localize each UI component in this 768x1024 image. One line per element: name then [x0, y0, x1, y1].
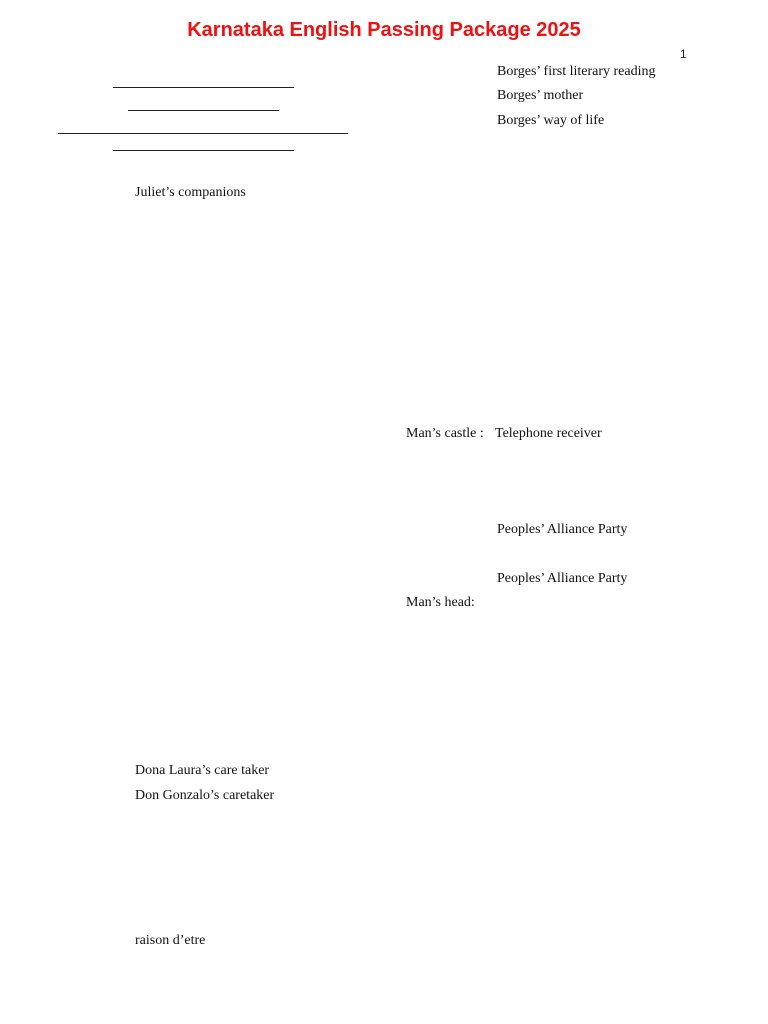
borges-mother: Borges’ mother: [497, 88, 584, 103]
dona-laura-caretaker: Dona Laura’s care taker: [135, 763, 270, 778]
peoples-alliance-party-1: Peoples’ Alliance Party: [497, 522, 628, 537]
blank-line-4: [113, 150, 294, 151]
borges-first-reading: Borges’ first literary reading: [497, 64, 656, 79]
don-gonzalo-caretaker: Don Gonzalo’s caretaker: [135, 788, 275, 803]
blank-line-2: [128, 110, 279, 111]
raison-detre: raison d’etre: [135, 933, 206, 948]
blank-line-1: [113, 87, 294, 88]
peoples-alliance-party-2: Peoples’ Alliance Party: [497, 571, 628, 586]
mans-castle-value: Telephone receiver: [495, 426, 602, 441]
juliet-companions: Juliet’s companions: [135, 185, 246, 200]
page-number: 1: [680, 47, 687, 61]
mans-head-label: Man’s head:: [406, 595, 475, 610]
page-title: Karnataka English Passing Package 2025: [187, 19, 581, 41]
borges-way-of-life: Borges’ way of life: [497, 113, 605, 128]
blank-line-3: [58, 133, 348, 134]
mans-castle-label: Man’s castle :: [406, 426, 484, 441]
